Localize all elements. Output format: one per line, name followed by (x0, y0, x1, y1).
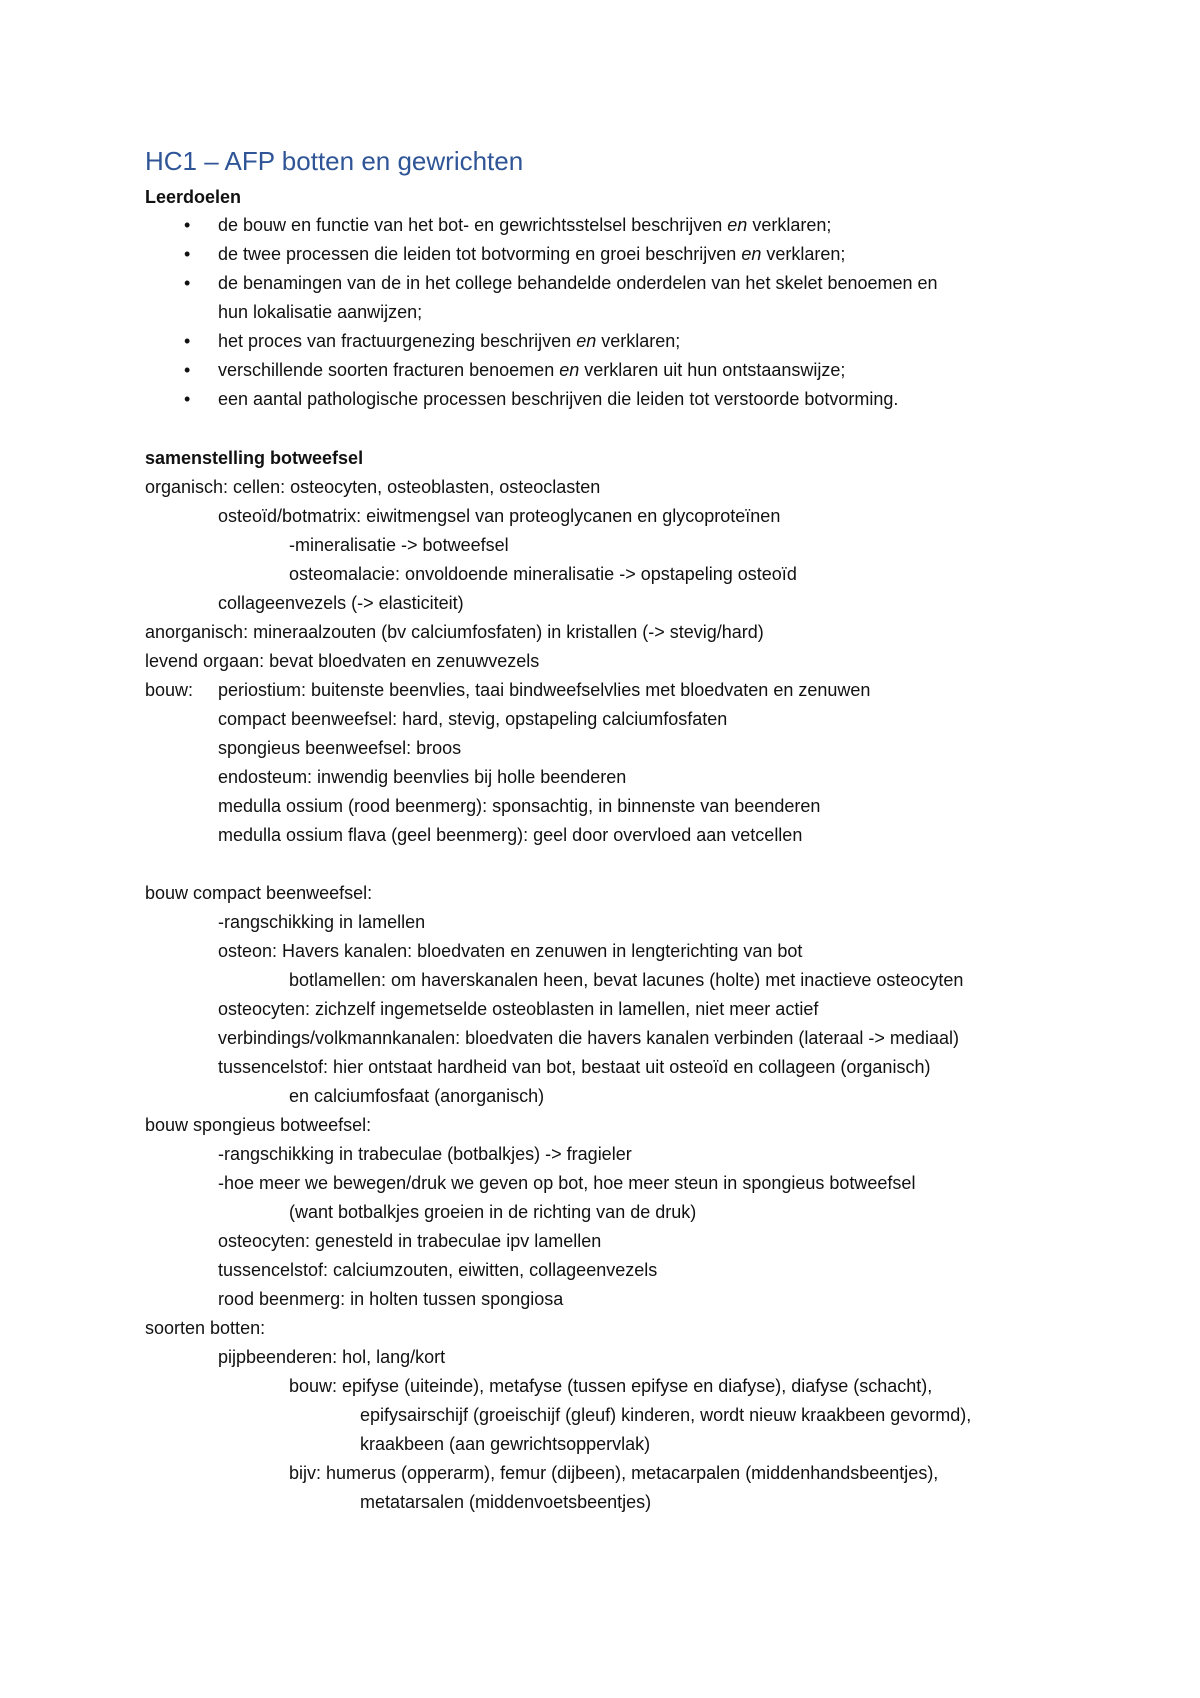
page-title: HC1 – AFP botten en gewrichten (145, 146, 524, 176)
text-line-label: bouw: (145, 680, 194, 700)
text-line: -mineralisatie -> botweefsel (289, 535, 509, 555)
text-line: kraakbeen (aan gewrichtsoppervlak) (360, 1434, 651, 1454)
text-line: osteomalacie: onvoldoende mineralisatie -> opstapeling osteoïd (289, 564, 797, 584)
bullet-icon: • (184, 331, 191, 351)
text-line: collageenvezels (-> elasticiteit) (218, 593, 464, 613)
section-heading: bouw spongieus botweefsel: (145, 1115, 372, 1135)
text-line: verbindings/volkmannkanalen: bloedvaten die havers kanalen verbinden (lateraal -> mediaal) (218, 1028, 959, 1048)
bullet-icon: • (184, 215, 191, 235)
text-line: medulla ossium flava (geel beenmerg): geel door overvloed aan vetcellen (218, 825, 803, 845)
text-line: botlamellen: om haverskanalen heen, bevat lacunes (holte) met inactieve osteocyten (289, 970, 964, 990)
bullet-icon: • (184, 244, 191, 264)
text-line: (want botbalkjes groeien in de richting van de druk) (289, 1202, 697, 1222)
text-line: en calciumfosfaat (anorganisch) (289, 1086, 545, 1106)
text-line: epifysairschijf (groeischijf (gleuf) kinderen, wordt nieuw kraakbeen gevormd), (360, 1405, 972, 1425)
text-line: osteocyten: zichzelf ingemetselde osteoblasten in lamellen, niet meer actief (218, 999, 819, 1019)
text-line: -rangschikking in lamellen (218, 912, 426, 932)
text-line: metatarsalen (middenvoetsbeentjes) (360, 1492, 652, 1512)
list-item: de bouw en functie van het bot- en gewrichtsstelsel beschrijven en verklaren; (218, 215, 832, 235)
section-heading: soorten botten: (145, 1318, 266, 1338)
text-line: -hoe meer we bewegen/druk we geven op bot, hoe meer steun in spongieus botweefsel (218, 1173, 916, 1193)
text-line: tussencelstof: hier ontstaat hardheid van bot, bestaat uit osteoïd en collageen (organisch) (218, 1057, 931, 1077)
text-line: anorganisch: mineraalzouten (bv calciumfosfaten) in kristallen (-> stevig/hard) (145, 622, 764, 642)
text-line: periostium: buitenste beenvlies, taai bindweefselvlies met bloedvaten en zenuwen (218, 680, 871, 700)
text-line: levend orgaan: bevat bloedvaten en zenuwvezels (145, 651, 540, 671)
list-item: verschillende soorten fracturen benoemen en verklaren uit hun ontstaanswijze; (218, 360, 846, 380)
text-line: spongieus beenweefsel: broos (218, 738, 462, 758)
text-line: osteon: Havers kanalen: bloedvaten en zenuwen in lengterichting van bot (218, 941, 803, 961)
list-item: een aantal pathologische processen beschrijven die leiden tot verstoorde botvorming. (218, 389, 899, 409)
text-line: organisch: cellen: osteocyten, osteoblasten, osteoclasten (145, 477, 601, 497)
list-item: de benamingen van de in het college behandelde onderdelen van het skelet benoemen en (218, 273, 938, 293)
section-heading: samenstelling botweefsel (145, 448, 364, 468)
list-item-continuation: hun lokalisatie aanwijzen; (218, 302, 423, 322)
bullet-icon: • (184, 360, 191, 380)
text-line: rood beenmerg: in holten tussen spongiosa (218, 1289, 564, 1309)
text-line: bouw: epifyse (uiteinde), metafyse (tussen epifyse en diafyse), diafyse (schacht), (289, 1376, 933, 1396)
text-line: -rangschikking in trabeculae (botbalkjes) -> fragieler (218, 1144, 632, 1164)
bullet-icon: • (184, 389, 191, 409)
text-line: osteocyten: genesteld in trabeculae ipv lamellen (218, 1231, 602, 1251)
text-line: tussencelstof: calciumzouten, eiwitten, collageenvezels (218, 1260, 658, 1280)
text-line: medulla ossium (rood beenmerg): sponsachtig, in binnenste van beenderen (218, 796, 821, 816)
section-heading: bouw compact beenweefsel: (145, 883, 373, 903)
text-line: endosteum: inwendig beenvlies bij holle beenderen (218, 767, 627, 787)
list-item: het proces van fractuurgenezing beschrijven en verklaren; (218, 331, 681, 351)
text-line: bijv: humerus (opperarm), femur (dijbeen), metacarpalen (middenhandsbeentjes), (289, 1463, 939, 1483)
list-item: de twee processen die leiden tot botvorming en groei beschrijven en verklaren; (218, 244, 846, 264)
text-line: compact beenweefsel: hard, stevig, opstapeling calciumfosfaten (218, 709, 728, 729)
text-line: osteoïd/botmatrix: eiwitmengsel van proteoglycanen en glycoproteïnen (218, 506, 781, 526)
text-line: pijpbeenderen: hol, lang/kort (218, 1347, 446, 1367)
bullet-icon: • (184, 273, 191, 293)
leerdoelen-heading: Leerdoelen (145, 187, 242, 207)
